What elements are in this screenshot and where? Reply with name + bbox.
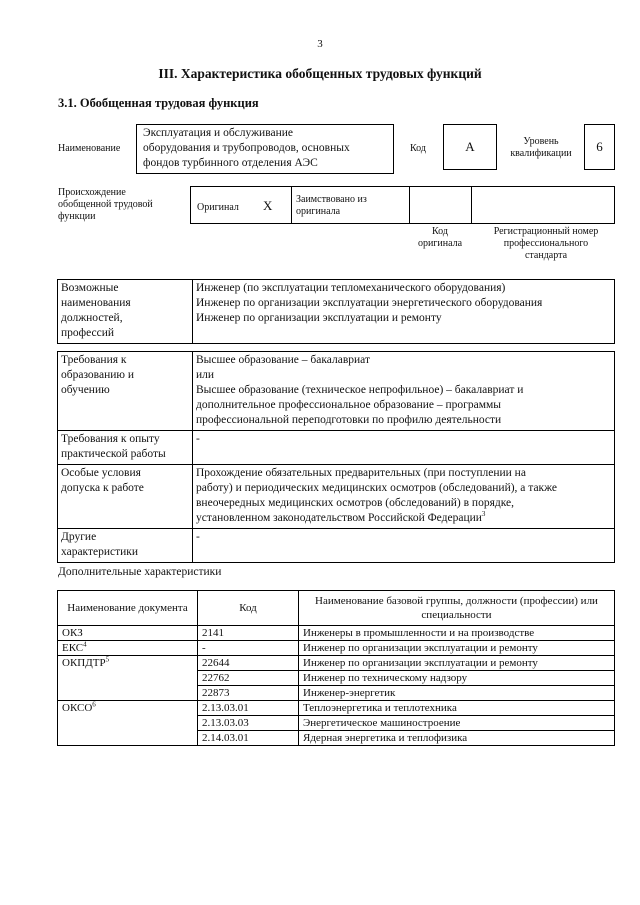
requirement-value-text: установленном законодательством Российской Федерации (196, 512, 482, 524)
doc-name: ОКСО (62, 702, 93, 714)
doc-name: ЕКС (62, 642, 84, 654)
code-cell: 22873 (198, 686, 299, 701)
requirements-table (57, 351, 615, 563)
reg-number-line: Регистрационный номер (493, 226, 599, 237)
requirement-value-line: дополнительное профессиональное образование – программы (196, 399, 501, 411)
footnote-ref: 6 (92, 700, 96, 709)
position-item: Инженер по организации эксплуатации энергетического оборудования (196, 297, 543, 309)
borrowed-label (296, 194, 367, 218)
requirement-value (193, 431, 615, 465)
doc-cell (58, 656, 198, 701)
function-name-line: оборудования и трубопроводов, основных (143, 142, 350, 154)
positions-values (193, 280, 615, 344)
requirement-label-line: образованию и (61, 369, 134, 381)
name-cell: Инженер по организации эксплуатации и ремонту (299, 641, 615, 656)
positions-table (57, 279, 615, 344)
requirement-value-line (196, 511, 611, 526)
name-cell: Инженер по техническому надзору (299, 671, 615, 686)
function-name-box (136, 124, 394, 174)
requirement-value-line: Прохождение обязательных предварительных (при поступлении на (196, 467, 526, 479)
origin-label (58, 187, 153, 223)
divider (291, 186, 292, 224)
footnote-ref: 5 (105, 655, 110, 664)
code-cell: 22762 (198, 671, 299, 686)
table-row (58, 352, 615, 431)
code-cell: 2.14.03.01 (198, 731, 299, 746)
doc-cell (58, 701, 198, 746)
requirement-label (58, 529, 193, 563)
code-cell: 22644 (198, 656, 299, 671)
requirement-value (193, 529, 615, 563)
level-label-line: квалификации (510, 148, 572, 159)
positions-label-line: должностей, (61, 312, 123, 324)
table-row (58, 641, 615, 656)
requirement-value (193, 352, 615, 431)
requirement-label (58, 352, 193, 431)
requirement-label (58, 465, 193, 529)
requirement-value-line: Высшее образование – бакалавриат (196, 354, 370, 366)
code-cell: 2141 (198, 626, 299, 641)
divider (409, 186, 410, 224)
position-item: Инженер (по эксплуатации тепломеханического оборудования) (196, 282, 506, 294)
doc-name: ОКПДТР (62, 657, 106, 669)
table-row (58, 701, 615, 716)
divider (471, 186, 472, 224)
function-name-line: Эксплуатация и обслуживание (143, 127, 294, 139)
position-item: Инженер по организации эксплуатации и ремонту (196, 312, 442, 324)
code-original-line: оригинала (417, 238, 463, 249)
name-cell: Теплоэнергетика и теплотехника (299, 701, 615, 716)
requirement-value-line: или (196, 369, 215, 381)
requirement-label (58, 431, 193, 465)
level-value-box: 6 (584, 124, 615, 170)
origin-table (190, 186, 615, 224)
function-name-line: фондов турбинного отделения АЭС (143, 157, 318, 169)
footnote-ref: 4 (83, 640, 87, 649)
requirement-label-line: практической работы (61, 448, 166, 460)
column-header: Наименование базовой группы, должности (профессии) или специальности (299, 591, 615, 626)
code-cell: 2.13.03.01 (198, 701, 299, 716)
requirement-label-line: допуска к работе (61, 482, 144, 494)
borrowed-label-line: оригинала (296, 206, 341, 217)
requirement-label-line: Требования к опыту (61, 433, 160, 445)
positions-label (58, 280, 193, 344)
header-row (58, 591, 615, 626)
reg-number-line: стандарта (524, 250, 568, 261)
level-label (505, 136, 577, 160)
code-original-label (408, 226, 472, 250)
doc-cell (58, 626, 198, 641)
code-label: Код (410, 143, 426, 154)
requirement-label-line: Особые условия (61, 467, 141, 479)
table-row (58, 431, 615, 465)
origin-label-line: Происхождение (58, 187, 126, 198)
code-value-box: А (443, 124, 497, 170)
requirement-label-line: характеристики (61, 546, 139, 558)
reg-number-label (478, 226, 614, 262)
original-mark: X (263, 198, 273, 213)
original-label: Оригинал (197, 202, 239, 213)
code-cell: 2.13.03.03 (198, 716, 299, 731)
requirement-value-line: - (196, 531, 200, 543)
footnote-ref: 3 (481, 510, 486, 519)
requirement-label-line: обучению (61, 384, 110, 396)
additional-title: Дополнительные характеристики (58, 566, 222, 578)
code-cell: - (198, 641, 299, 656)
requirement-value-line: профессиональной переподготовки по профилю деятельности (196, 414, 502, 426)
requirement-value (193, 465, 615, 529)
name-cell: Ядерная энергетика и теплофизика (299, 731, 615, 746)
table-row (58, 529, 615, 563)
column-header: Код (198, 591, 299, 626)
table-row (58, 465, 615, 529)
doc-name: ОКЗ (62, 627, 83, 639)
name-cell: Инженер по организации эксплуатации и ремонту (299, 656, 615, 671)
table-row (58, 626, 615, 641)
additional-table (57, 590, 615, 746)
code-original-line: Код (432, 226, 448, 237)
origin-label-line: обобщенной трудовой (58, 199, 153, 210)
requirement-label-line: Требования к (61, 354, 127, 366)
name-label: Наименование (58, 143, 121, 154)
positions-label-line: профессий (61, 327, 115, 339)
requirement-value-line: Высшее образование (техническое непрофильное) – бакалавриат и (196, 384, 524, 396)
requirement-value-line: работу) и периодических медицинских осмотров (обследований), а также (196, 482, 558, 494)
table-row (58, 656, 615, 671)
doc-cell (58, 641, 198, 656)
name-cell: Инженеры в промышленности и на производстве (299, 626, 615, 641)
page-number: 3 (317, 38, 323, 50)
section-title: III. Характеристика обобщенных трудовых функций (158, 66, 482, 81)
positions-label-line: наименования (61, 297, 131, 309)
column-header: Наименование документа (58, 591, 198, 626)
reg-number-line: профессионального (503, 238, 589, 249)
requirement-label-line: Другие (61, 531, 97, 543)
positions-label-line: Возможные (61, 282, 119, 294)
borrowed-label-line: Заимствовано из (296, 194, 367, 205)
name-cell: Инженер-энергетик (299, 686, 615, 701)
requirement-value-line: внеочередных медицинских осмотров (обследований) в порядке, (196, 497, 515, 509)
name-cell: Энергетическое машиностроение (299, 716, 615, 731)
requirement-value-line: - (196, 433, 200, 445)
origin-label-line: функции (58, 211, 96, 222)
subsection-title: 3.1. Обобщенная трудовая функция (58, 96, 259, 110)
level-label-line: Уровень (523, 136, 559, 147)
